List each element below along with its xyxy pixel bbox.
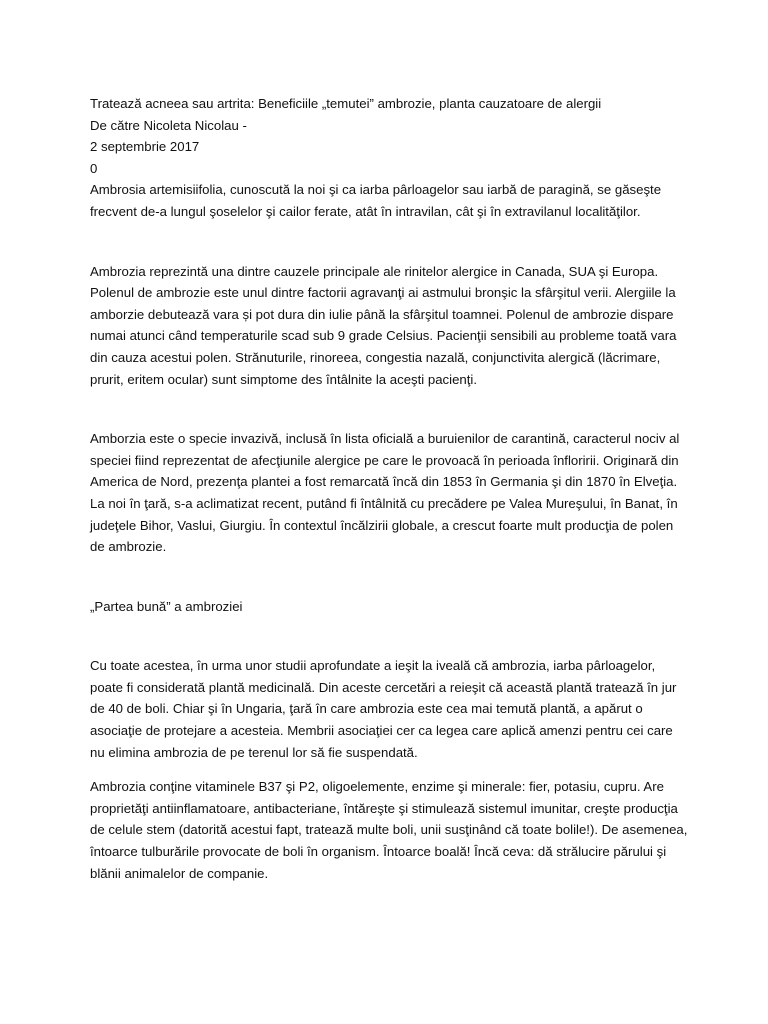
paragraph-gap xyxy=(90,763,690,776)
paragraph-gap xyxy=(90,390,690,428)
paragraph-allergies: Ambrozia reprezintă una dintre cauzele principale ale rinitelor alergice in Canada, SUA şi Europa. Polenul de ambrozie este unul dintre factorii agravanţi ai astmului bronşic la sfârşitul verii. Alergiile la amborzie debutează vara și pot dura din iulie până la sfârşitul toamnei. Polenul de ambrozie dispare numai atunci când temperaturile scad sub 9 grade Celsius. Pacienţii sensibili au probleme toată vara din cauza acestui polen. Strănuturile, rinoreea, congestia nazală, conjunctivita alergică (lăcrimare, prurit, eritem ocular) sunt simptome des întâlnite la aceşti pacienţi. xyxy=(90,263,677,387)
article-author: De către Nicoleta Nicolau - xyxy=(90,117,247,133)
paragraph-gap xyxy=(90,617,690,655)
section-heading: „Partea bună” a ambroziei xyxy=(90,598,243,614)
paragraph-properties: Ambrozia conţine vitaminele B37 şi P2, oligoelemente, enzime şi minerale: fier, potasiu, cupru. Are proprietăţi antiinflamatoare, antibacteriane, întăreşte şi stimulează sistemul imunitar, creşte producţia de celule stem (datorită acestui fapt, tratează multe boli, unii susţinând că toate bolile!). De asemenea, întoarce tulburările provocate de boli în organism. Întoarce boală! Încă ceva: dă strălucire părului şi blănii animalelor de companie. xyxy=(90,779,688,881)
paragraph-medicinal: Cu toate acestea, în urma unor studii aprofundate a ieşit la iveală că ambrozia, iarba pârloagelor, poate fi considerată plantă medicinală. Din aceste cercetări a reieşit că această plantă tratează în jur de 40 de boli. Chiar şi în Ungaria, ţară în care ambrozia este cea mai temută plantă, a apărut o asociaţie de protejare a acesteia. Membrii asociaţiei cer ca legea care aplică amenzi pentru cei care nu elimina ambrozia de pe terenul lor să fie suspendată. xyxy=(90,658,677,760)
paragraph-gap xyxy=(90,558,690,596)
paragraph-intro: Ambrosia artemisiifolia, cunoscută la noi şi ca iarba pârloagelor sau iarbă de paragină, se găseşte frecvent de-a lungul şoselelor şi cailor ferate, atât în intravilan, cât şi în extravilanul localităţilor. xyxy=(90,182,662,219)
paragraph-gap xyxy=(90,223,690,261)
document-page xyxy=(90,93,690,884)
comments-count: 0 xyxy=(90,160,98,176)
article-date: 2 septembrie 2017 xyxy=(90,139,200,155)
article-title: Tratează acneea sau artrita: Beneficiile „temutei” ambrozie, planta cauzatoare de alergii xyxy=(90,96,602,111)
paragraph-invasive-species: Amborzia este o specie invazivă, inclusă în lista oficială a buruienilor de carantină, caracterul nociv al speciei fiind reprezentat de afecţiunile alergice pe care le provoacă în perioada înfloririi. Originară din America de Nord, prezenţa plantei a fost remarcată încă din 1853 în Germania şi din 1870 în Elveţia. La noi în ţară, s-a aclimatizat recent, putând fi întâlnită cu precădere pe Valea Mureşului, în Banat, în judeţele Bihor, Vaslui, Giurgiu. În contextul încălzirii globale, a crescut foarte mult producţia de polen de ambrozie. xyxy=(90,431,680,555)
